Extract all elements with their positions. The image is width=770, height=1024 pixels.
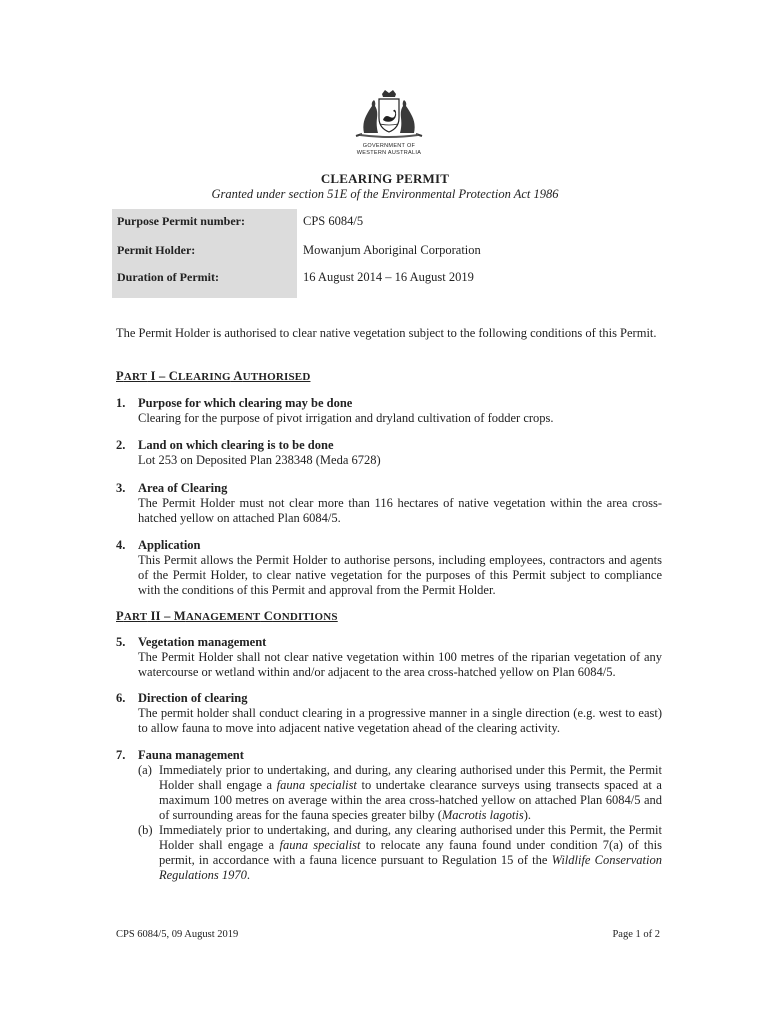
permit-number-value: CPS 6084/5 bbox=[297, 209, 664, 240]
permit-duration-value: 16 August 2014 – 16 August 2019 bbox=[297, 267, 664, 298]
intro-paragraph: The Permit Holder is authorised to clear native vegetation subject to the following conditions of this Permit. bbox=[116, 326, 657, 340]
condition-number: 3. bbox=[116, 481, 126, 495]
page-title: CLEARING PERMIT bbox=[320, 171, 450, 186]
condition-number: 1. bbox=[116, 396, 126, 410]
footer-page-number: Page 1 of 2 bbox=[612, 929, 660, 940]
species-name: Macrotis lagotis bbox=[441, 808, 524, 822]
condition-heading: Area of Clearing bbox=[138, 481, 228, 495]
gov-line-1: GOVERNMENT OF bbox=[362, 143, 416, 149]
permit-duration-label: Duration of Permit: bbox=[112, 267, 297, 298]
condition-4 bbox=[116, 538, 662, 598]
table-row bbox=[112, 267, 664, 298]
permit-holder-label: Permit Holder: bbox=[112, 240, 297, 267]
condition-1 bbox=[116, 396, 662, 426]
permit-details-table bbox=[112, 209, 664, 298]
condition-7a: (a) Immediately prior to undertaking, and during, any clearing authorised under this Permit, the Permit Holder shall engage a fauna specialist to undertake clearance surveys using transects spaced at a maximum 100 metres on average within the area cross-hatched yellow on attached Plan 6084/5 and of surrounding areas for the fauna species greater bilby (Macrotis lagotis). bbox=[138, 763, 662, 822]
condition-heading: Vegetation management bbox=[138, 635, 267, 649]
footer-document-ref: CPS 6084/5, 09 August 2019 bbox=[116, 929, 239, 940]
part-1-heading: PART I – CLEARING AUTHORISED bbox=[116, 369, 311, 383]
permit-holder-value: Mowanjum Aboriginal Corporation bbox=[297, 240, 664, 267]
western-australia-coat-of-arms-icon bbox=[352, 88, 426, 138]
condition-number: 6. bbox=[116, 691, 126, 705]
condition-body: The Permit Holder shall not clear native vegetation within 100 metres of the riparian vegetation of any watercourse or wetland within and/or adjacent to the area cross-hatched yellow on Plan 6084/5. bbox=[138, 650, 662, 679]
condition-body: Lot 253 on Deposited Plan 238348 (Meda 6728) bbox=[138, 453, 381, 467]
condition-2 bbox=[116, 438, 662, 468]
table-row bbox=[112, 240, 664, 267]
condition-number: 2. bbox=[116, 438, 126, 452]
emphasis-text: fauna specialist bbox=[276, 778, 357, 792]
condition-number: 4. bbox=[116, 538, 126, 552]
condition-body: Clearing for the purpose of pivot irrigation and dryland cultivation of fodder crops. bbox=[138, 411, 554, 425]
condition-body: The Permit Holder must not clear more than 116 hectares of native vegetation within the area cross-hatched yellow on attached Plan 6084/5. bbox=[138, 496, 662, 525]
condition-heading: Application bbox=[138, 538, 201, 552]
condition-body: The permit holder shall conduct clearing in a progressive manner in a single direction (e.g. west to east) to allow fauna to move into adjacent native vegetation ahead of the clearing activity. bbox=[138, 706, 662, 735]
condition-heading: Land on which clearing is to be done bbox=[138, 438, 334, 452]
page-subtitle: Granted under section 51E of the Environmental Protection Act 1986 bbox=[211, 187, 559, 201]
government-label bbox=[340, 143, 438, 156]
emphasis-text: fauna specialist bbox=[279, 838, 361, 852]
condition-5 bbox=[116, 635, 662, 680]
condition-body: This Permit allows the Permit Holder to authorise persons, including employees, contractors and agents of the Permit Holder, to clear native vegetation for the purposes of this Permit subject to compliance with the conditions of this Permit and approval from the Permit Holder. bbox=[138, 553, 662, 597]
condition-3 bbox=[116, 481, 662, 526]
sub-clause-label: (a) bbox=[138, 763, 152, 777]
table-row bbox=[112, 209, 664, 240]
condition-heading: Fauna management bbox=[138, 748, 244, 762]
condition-6 bbox=[116, 691, 662, 736]
condition-7b: (b) Immediately prior to undertaking, and during, any clearing authorised under this Permit, the Permit Holder shall engage a fauna specialist to relocate any fauna found under condition 7(a) of this permit, in accordance with a fauna licence pursuant to Regulation 15 of the Wildlife Conservation Regulations 1970. bbox=[138, 823, 663, 882]
condition-7 bbox=[116, 748, 662, 883]
part-2-heading: PART II – MANAGEMENT CONDITIONS bbox=[116, 609, 338, 623]
condition-heading: Direction of clearing bbox=[138, 691, 248, 705]
permit-number-label: Purpose Permit number: bbox=[112, 209, 297, 240]
gov-line-2: WESTERN AUSTRALIA bbox=[356, 149, 422, 156]
condition-number: 7. bbox=[116, 748, 126, 762]
regulation-name: Wildlife Conservation Regulations 1970 bbox=[159, 853, 663, 882]
condition-number: 5. bbox=[116, 635, 126, 649]
condition-heading: Purpose for which clearing may be done bbox=[138, 396, 353, 410]
sub-clause-label: (b) bbox=[138, 823, 153, 837]
